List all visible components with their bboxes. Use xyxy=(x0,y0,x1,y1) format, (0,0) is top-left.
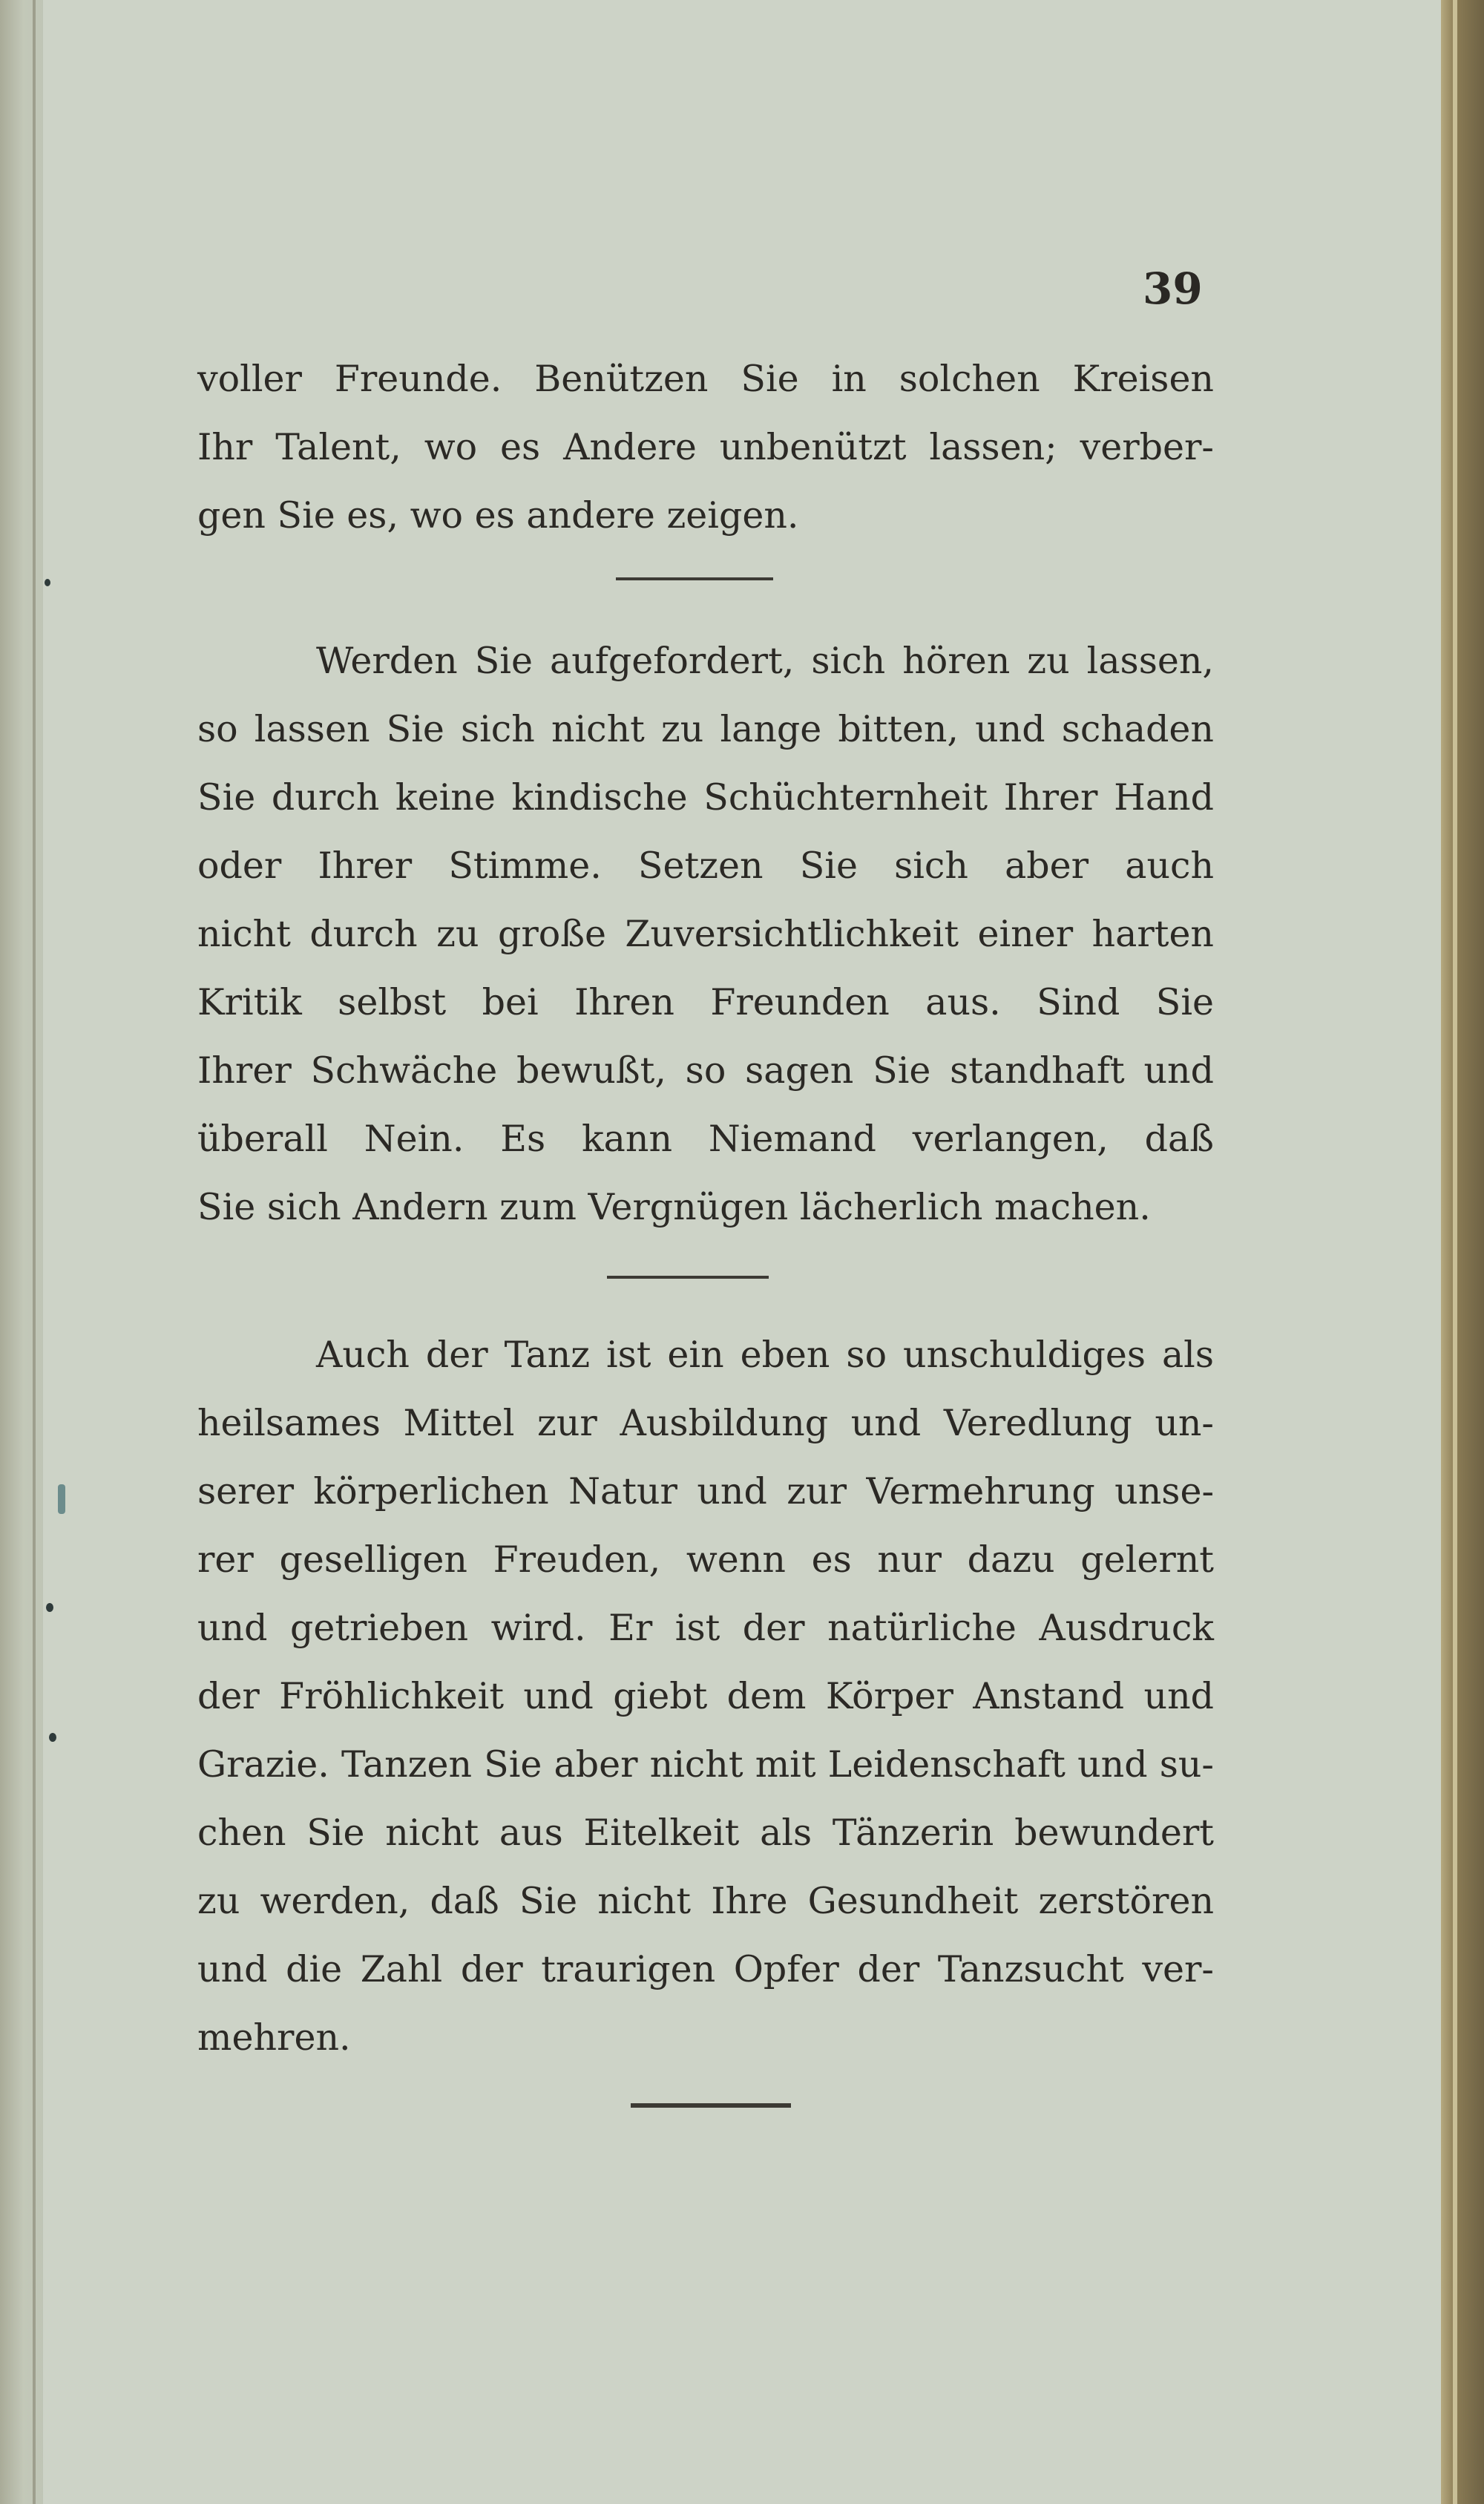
paragraph-2 xyxy=(197,627,1214,1242)
text-line: heilsames Mittel zur Ausbildung und Veredlung un- xyxy=(197,1402,1214,1444)
text-line: gen Sie es, wo es andere zeigen. xyxy=(197,494,799,537)
paragraph-1 xyxy=(197,345,1214,550)
text-line: Ihrer Schwäche bewußt, so sagen Sie standhaft und xyxy=(197,1049,1214,1092)
text-line: voller Freunde. Benützen Sie in solchen Kreisen xyxy=(197,358,1214,400)
text-line: rer geselligen Freuden, wenn es nur dazu gelernt xyxy=(197,1538,1214,1581)
paper-speck xyxy=(49,1733,56,1742)
gutter-line xyxy=(33,0,36,2504)
text-line: und die Zahl der traurigen Opfer der Tanzsucht ver- xyxy=(197,1948,1214,1990)
text-line: oder Ihrer Stimme. Setzen Sie sich aber auch xyxy=(197,845,1214,887)
text-line: zu werden, daß Sie nicht Ihre Gesundheit zerstören xyxy=(197,1880,1214,1922)
text-line: so lassen Sie sich nicht zu lange bitten, und schaden xyxy=(197,708,1214,750)
text-line: Kritik selbst bei Ihren Freunden aus. Sind Sie xyxy=(197,981,1214,1023)
text-line: überall Nein. Es kann Niemand verlangen, daß xyxy=(197,1118,1214,1160)
text-line: serer körperlichen Natur und zur Vermehrung unse- xyxy=(197,1470,1214,1512)
text-line: Sie sich Andern zum Vergnügen lächerlich machen. xyxy=(197,1186,1151,1228)
paragraph-3 xyxy=(197,1321,1214,2072)
paper-speck xyxy=(45,579,50,586)
text-line: nicht durch zu große Zuversichtlichkeit einer harten xyxy=(197,913,1214,955)
text-line: Werden Sie aufgefordert, sich hören zu lassen, xyxy=(316,640,1214,682)
text-line: Grazie. Tanzen Sie aber nicht mit Leidenschaft und su- xyxy=(197,1743,1214,1786)
left-page-edge xyxy=(0,0,43,2504)
section-divider xyxy=(607,1276,769,1279)
text-line: und getrieben wird. Er ist der natürliche Ausdruck xyxy=(197,1607,1214,1649)
text-line: chen Sie nicht aus Eitelkeit als Tänzerin bewundert xyxy=(197,1812,1214,1854)
section-divider xyxy=(616,577,773,580)
page-stack-edge xyxy=(1453,0,1457,2504)
text-line: Ihr Talent, wo es Andere unbenützt lassen; verber- xyxy=(197,426,1214,468)
text-line: Auch der Tanz ist ein eben so unschuldiges als xyxy=(316,1334,1214,1376)
text-line: Sie durch keine kindische Schüchternheit Ihrer Hand xyxy=(197,776,1214,819)
book-cover-edge xyxy=(1441,0,1484,2504)
text-line: der Fröhlichkeit und giebt dem Körper Anstand und xyxy=(197,1675,1214,1717)
page-number: 39 xyxy=(1143,263,1203,314)
section-divider xyxy=(631,2103,791,2108)
text-line: mehren. xyxy=(197,2016,351,2059)
paper-speck xyxy=(46,1603,53,1612)
paper-stain xyxy=(58,1484,65,1514)
